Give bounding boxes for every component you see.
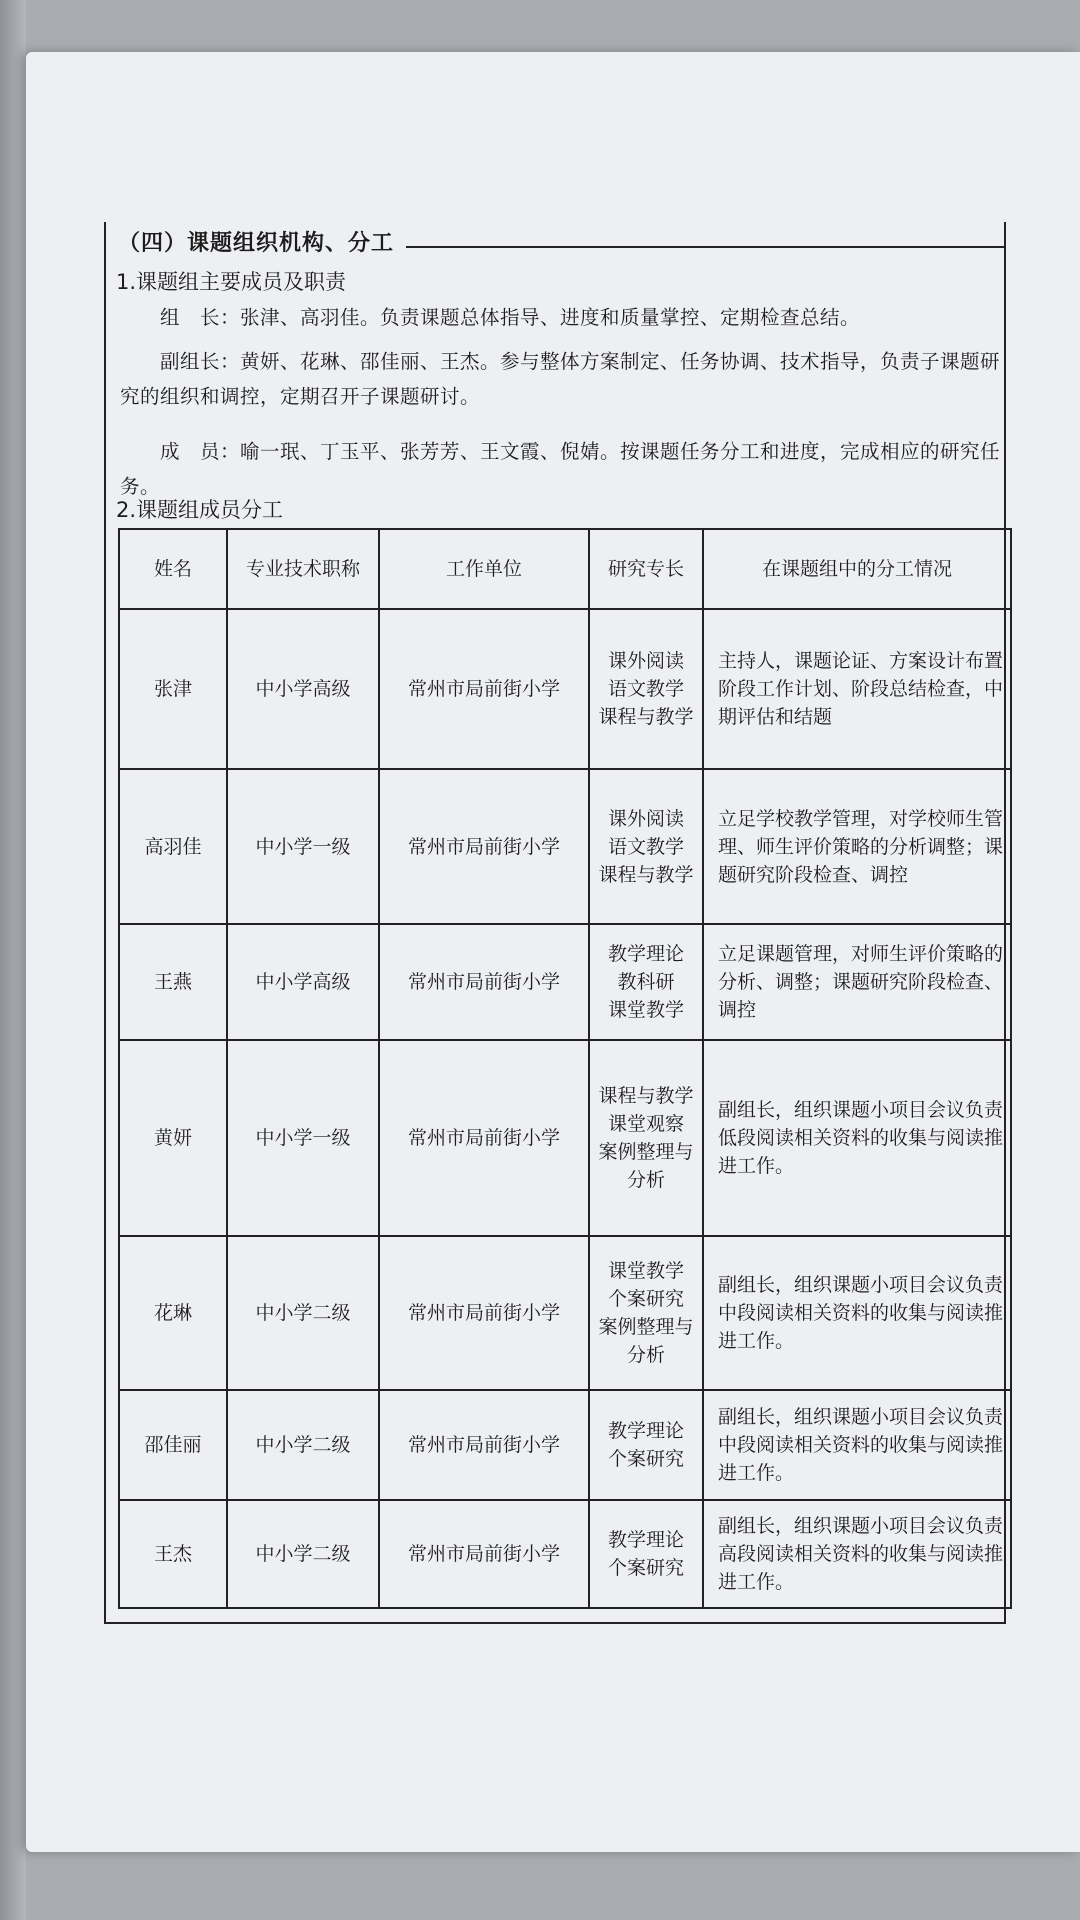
member-specialty: 教学理论 教科研 课堂教学 [589,924,703,1040]
member-name: 张津 [119,609,227,769]
member-name: 邵佳丽 [119,1390,227,1500]
member-title: 中小学一级 [227,769,379,924]
table-row [119,1390,1011,1500]
member-duty: 立足学校教学管理，对学校师生管理、师生评价策略的分析调整；课题研究阶段检查、调控 [703,769,1011,924]
member-title: 中小学二级 [227,1500,379,1608]
member-name: 高羽佳 [119,769,227,924]
table-header-row [119,529,1011,609]
member-specialty: 课堂教学 个案研究 案例整理与分析 [589,1236,703,1390]
member-unit: 常州市局前街小学 [379,1236,589,1390]
member-title: 中小学一级 [227,1040,379,1236]
member-title: 中小学高级 [227,924,379,1040]
member-unit: 常州市局前街小学 [379,924,589,1040]
header-title: 专业技术职称 [227,529,379,609]
table-row [119,1500,1011,1608]
member-duty: 副组长，组织课题小项目会议负责低段阅读相关资料的收集与阅读推进工作。 [703,1040,1011,1236]
member-specialty: 课外阅读 语文教学 课程与教学 [589,609,703,769]
member-name: 王杰 [119,1500,227,1608]
member-table [118,528,1012,1609]
header-unit: 工作单位 [379,529,589,609]
table-row [119,769,1011,924]
member-specialty: 课程与教学 课堂观察 案例整理与分析 [589,1040,703,1236]
member-specialty: 教学理论 个案研究 [589,1390,703,1500]
member-title: 中小学高级 [227,609,379,769]
header-specialty: 研究专长 [589,529,703,609]
member-name: 花琳 [119,1236,227,1390]
member-specialty: 课外阅读 语文教学 课程与教学 [589,769,703,924]
members-paragraph: 成 员：喻一珉、丁玉平、张芳芳、王文霞、倪婧。按课题任务分工和进度，完成相应的研究任务。 [120,440,1001,498]
header-duty: 在课题组中的分工情况 [703,529,1011,609]
binder-edge [0,0,26,1920]
member-title: 中小学二级 [227,1236,379,1390]
deputy-paragraph: 副组长：黄妍、花琳、邵佳丽、王杰。参与整体方案制定、任务协调、技术指导，负责子课题研究的组织和调控，定期召开子课题研讨。 [120,350,1001,408]
member-unit: 常州市局前街小学 [379,1500,589,1608]
member-name: 王燕 [119,924,227,1040]
table-row [119,924,1011,1040]
leader-paragraph: 组 长：张津、高羽佳。负责课题总体指导、进度和质量掌控、定期检查总结。 [160,306,861,329]
member-unit: 常州市局前街小学 [379,1040,589,1236]
table-row [119,1236,1011,1390]
member-duty: 副组长，组织课题小项目会议负责高段阅读相关资料的收集与阅读推进工作。 [703,1500,1011,1608]
member-unit: 常州市局前街小学 [379,769,589,924]
part1-title: 1.课题组主要成员及职责 [116,270,347,294]
table-row [119,609,1011,769]
member-duty: 立足课题管理，对师生评价策略的分析、调整；课题研究阶段检查、调控 [703,924,1011,1040]
member-unit: 常州市局前街小学 [379,1390,589,1500]
table-row [119,1040,1011,1236]
part2-title: 2.课题组成员分工 [116,498,284,522]
header-name: 姓名 [119,529,227,609]
section-title: （四）课题组织机构、分工 [118,231,395,256]
member-unit: 常州市局前街小学 [379,609,589,769]
member-duty: 主持人，课题论证、方案设计布置阶段工作计划、阶段总结检查，中期评估和结题 [703,609,1011,769]
member-name: 黄妍 [119,1040,227,1236]
member-specialty: 教学理论 个案研究 [589,1500,703,1608]
member-duty: 副组长，组织课题小项目会议负责中段阅读相关资料的收集与阅读推进工作。 [703,1390,1011,1500]
member-title: 中小学二级 [227,1390,379,1500]
section-border-top [406,246,1006,248]
member-duty: 副组长，组织课题小项目会议负责中段阅读相关资料的收集与阅读推进工作。 [703,1236,1011,1390]
